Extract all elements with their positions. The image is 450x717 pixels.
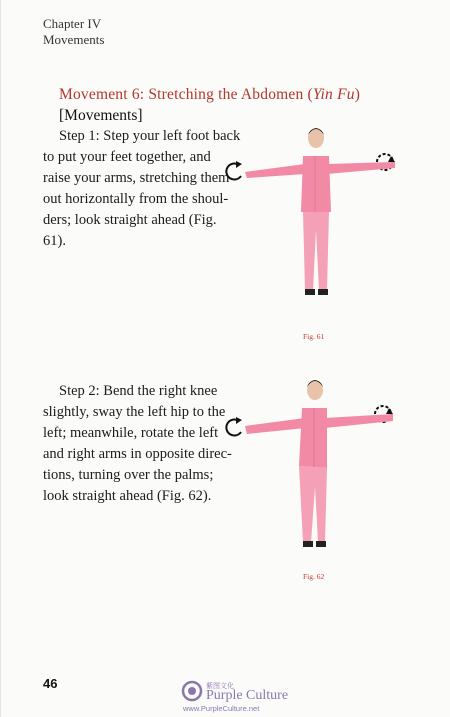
page-number: 46 bbox=[43, 676, 58, 691]
step-2-paragraph: Step 2: Bend the right knee slightly, sway the left hip to the left; meanwhile, rotate the left and right arms in opposite direc- tions, turning over the palms; look straight ahead (Fig. 62). bbox=[43, 383, 232, 504]
purple-culture-logo-icon bbox=[181, 680, 203, 702]
figure-61-illustration bbox=[223, 120, 403, 310]
movement-title: Movement 6: Stretching the Abdomen (Yin Fu) bbox=[59, 86, 361, 103]
watermark-chinese: 紫图文化 bbox=[206, 682, 234, 690]
section-label: Movements bbox=[43, 32, 105, 47]
movements-heading: [Movements] bbox=[59, 107, 143, 124]
figure-61-caption: Fig. 61 bbox=[303, 332, 325, 341]
figure-62-caption: Fig. 62 bbox=[303, 572, 325, 581]
person-arms-outstretched bbox=[226, 128, 395, 295]
chapter-label: Chapter IV bbox=[43, 16, 102, 31]
figure-62-illustration bbox=[223, 372, 403, 562]
step-1-paragraph: Step 1: Step your left foot back to put your feet together, and raise your arms, stretching them out horizontally from the shoul- ders; look straight ahead (Fig. 61). bbox=[43, 128, 241, 249]
watermark-url: www.PurpleCulture.net bbox=[183, 704, 260, 713]
running-header bbox=[43, 16, 104, 48]
watermark-name: Purple Culture bbox=[206, 688, 289, 703]
person-swaying-hip bbox=[226, 380, 393, 547]
watermark bbox=[181, 680, 301, 714]
